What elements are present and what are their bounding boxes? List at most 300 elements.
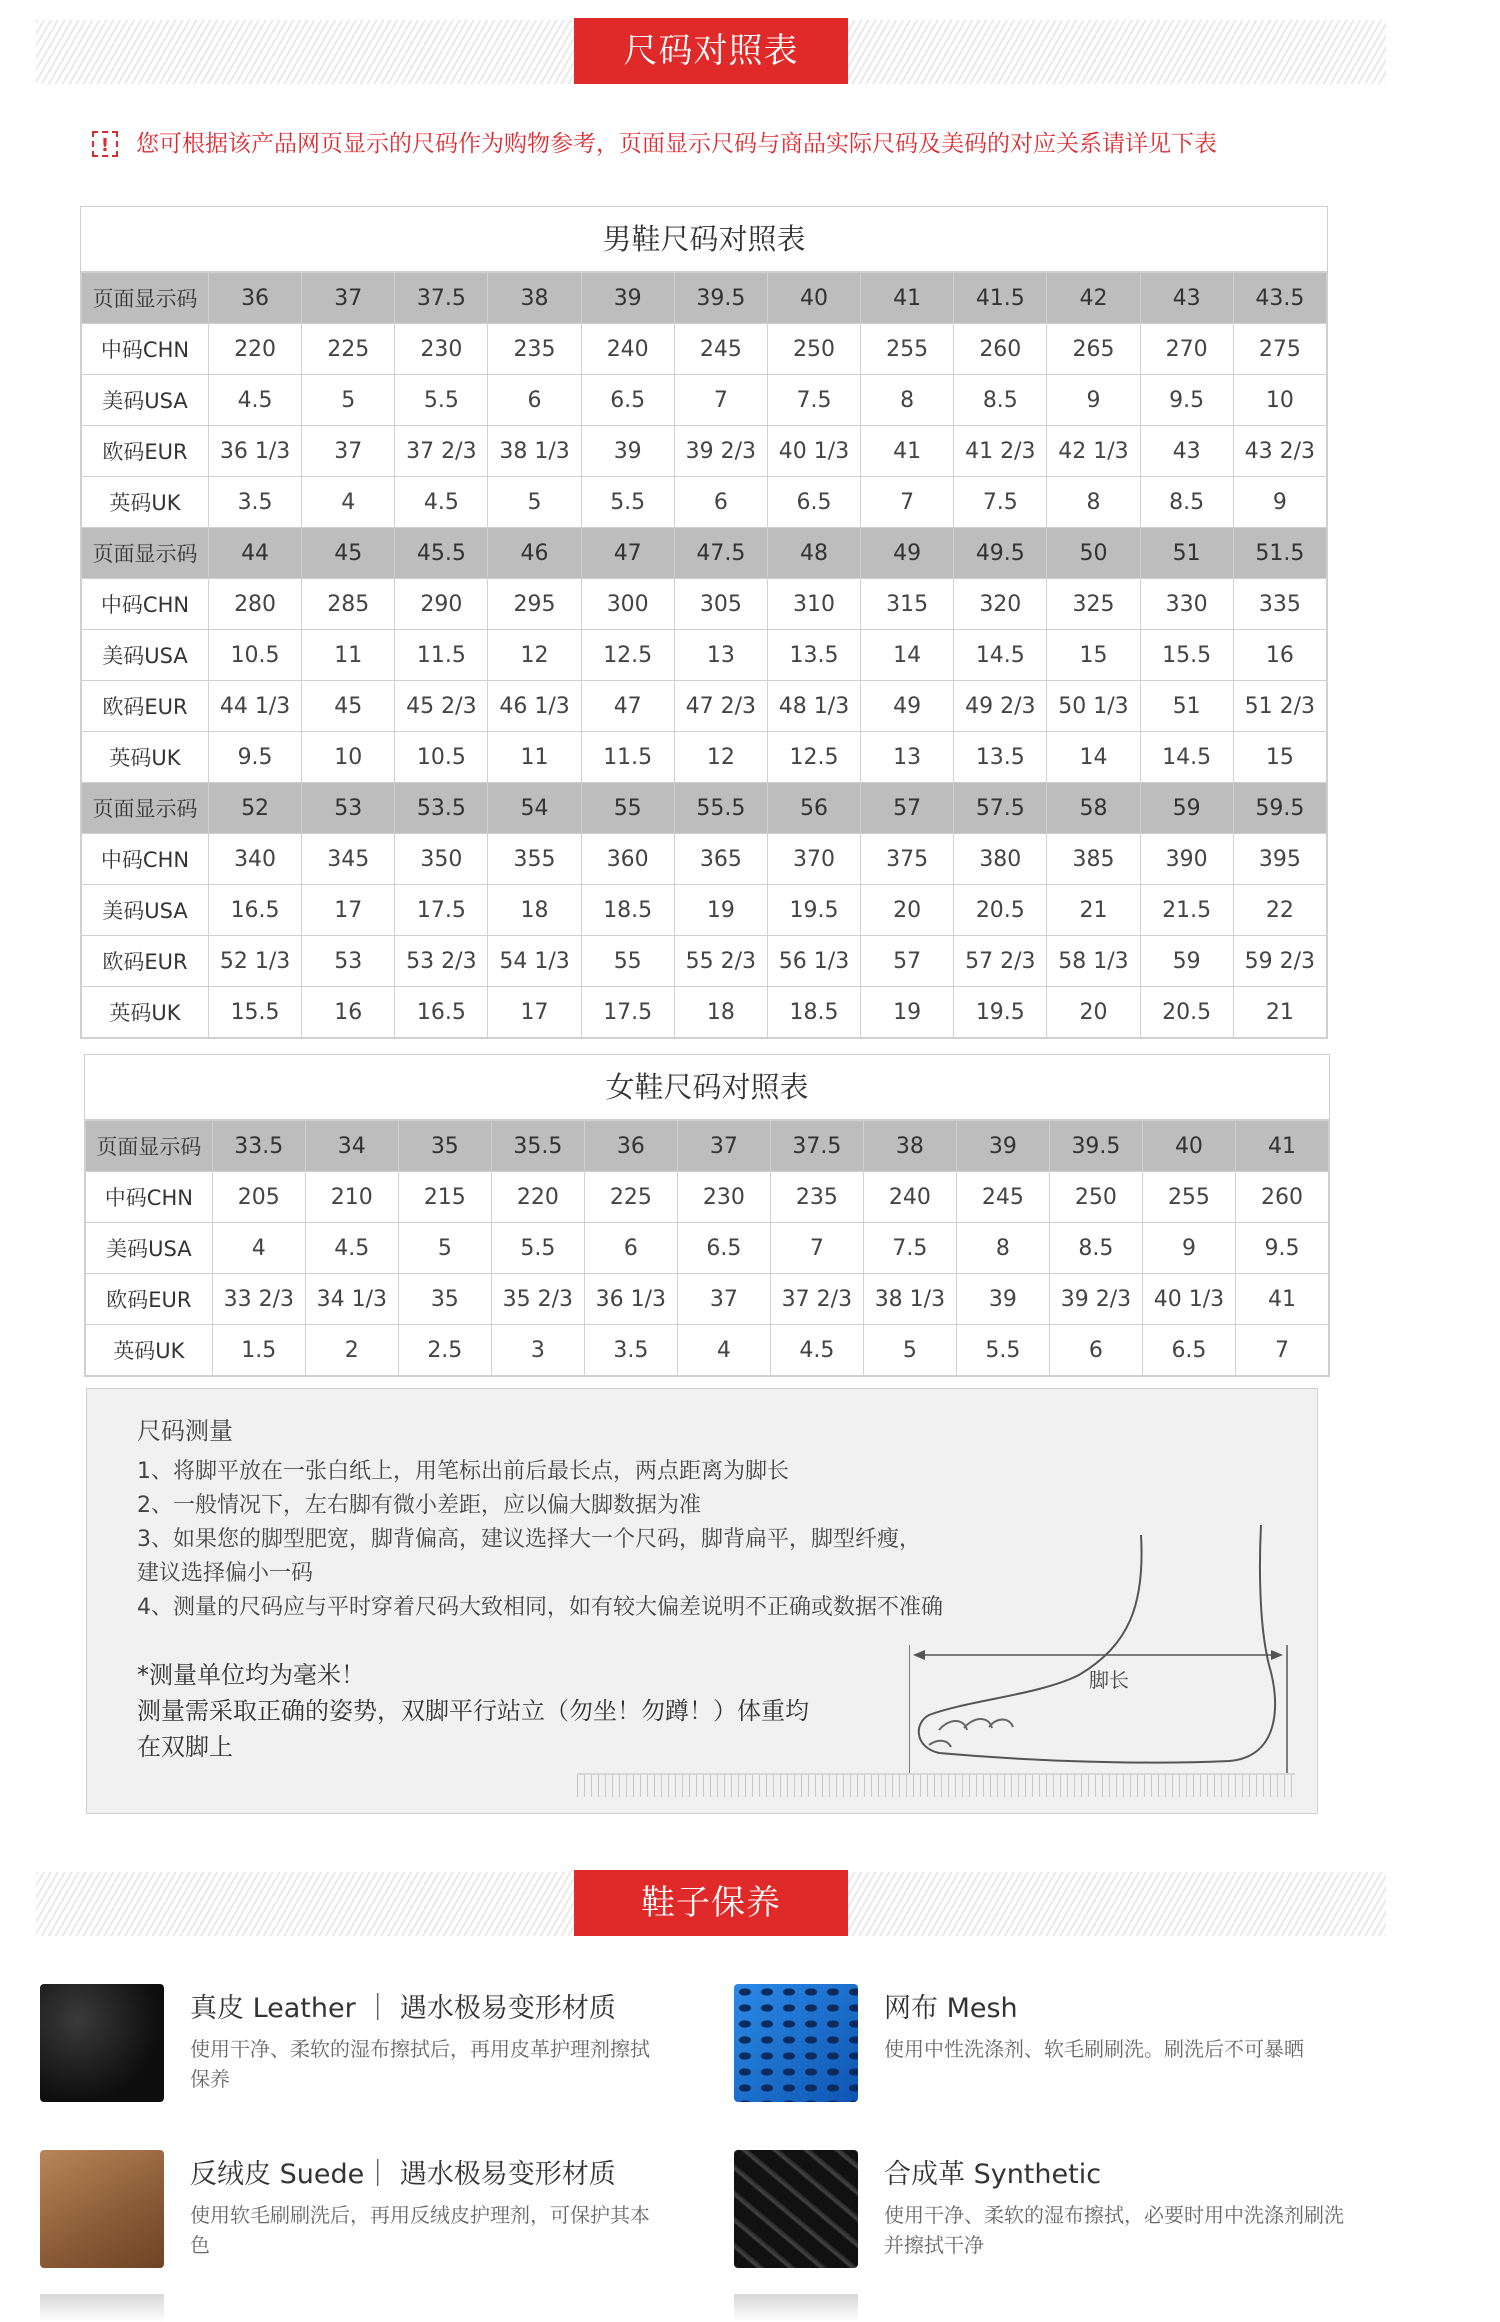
size-cell: 10.5: [395, 732, 488, 783]
size-cell: 235: [770, 1172, 863, 1223]
care-desc: 使用干净、柔软的湿布擦拭后，再用皮革护理剂擦拭保养: [190, 2037, 650, 2091]
mesh-swatch: [734, 1984, 858, 2102]
size-cell: 54: [488, 783, 581, 834]
size-cell: 35.5: [491, 1121, 584, 1172]
size-cell: 16.5: [208, 885, 301, 936]
row-label: 欧码EUR: [82, 426, 209, 477]
size-cell: 40: [767, 273, 860, 324]
size-cell: 320: [954, 579, 1047, 630]
row-label: 英码UK: [82, 987, 209, 1038]
size-cell: 20.5: [1140, 987, 1233, 1038]
measurement-step: 3、如果您的脚型肥宽，脚背偏高，建议选择大一个尺码，脚背扁平，脚型纤瘦，: [137, 1527, 921, 1552]
size-cell: 395: [1233, 834, 1326, 885]
size-cell: 220: [208, 324, 301, 375]
size-cell: 39: [956, 1274, 1049, 1325]
size-row-display: [86, 1121, 1329, 1172]
size-cell: 56: [767, 783, 860, 834]
size-cell: 49 2/3: [954, 681, 1047, 732]
size-cell: 34 1/3: [305, 1274, 398, 1325]
size-cell: 265: [1047, 324, 1140, 375]
size-cell: 10: [1233, 375, 1326, 426]
size-cell: 375: [861, 834, 954, 885]
size-cell: 380: [954, 834, 1047, 885]
size-cell: 41 2/3: [954, 426, 1047, 477]
size-cell: 43 2/3: [1233, 426, 1326, 477]
size-row-display: [82, 783, 1327, 834]
size-cell: 10.5: [208, 630, 301, 681]
size-cell: 250: [767, 324, 860, 375]
size-cell: 59: [1140, 936, 1233, 987]
size-cell: 36 1/3: [584, 1274, 677, 1325]
size-cell: 47: [581, 681, 674, 732]
row-label: 美码USA: [82, 885, 209, 936]
size-cell: 13.5: [954, 732, 1047, 783]
size-cell: 51: [1140, 528, 1233, 579]
size-cell: 9.5: [1235, 1223, 1328, 1274]
size-cell: 39: [581, 426, 674, 477]
size-cell: 225: [584, 1172, 677, 1223]
size-cell: 385: [1047, 834, 1140, 885]
size-cell: 41: [1235, 1274, 1328, 1325]
size-cell: 12.5: [767, 732, 860, 783]
size-cell: 345: [302, 834, 395, 885]
size-chart-banner: [36, 20, 1386, 84]
size-cell: 4.5: [208, 375, 301, 426]
care-banner: [36, 1872, 1386, 1936]
size-cell: 5.5: [956, 1325, 1049, 1376]
size-chart-banner-label: 尺码对照表: [574, 18, 848, 84]
size-cell: 17: [302, 885, 395, 936]
size-cell: 11.5: [395, 630, 488, 681]
size-cell: 315: [861, 579, 954, 630]
size-cell: 18: [674, 987, 767, 1038]
size-cell: 4.5: [305, 1223, 398, 1274]
size-cell: 17.5: [581, 987, 674, 1038]
size-cell: 4: [212, 1223, 305, 1274]
size-cell: 9: [1233, 477, 1326, 528]
size-cell: 6: [584, 1223, 677, 1274]
size-cell: 5.5: [491, 1223, 584, 1274]
measurement-note-line: 在双脚上: [137, 1733, 233, 1761]
size-cell: 39.5: [674, 273, 767, 324]
row-label: 页面显示码: [82, 783, 209, 834]
size-cell: 11.5: [581, 732, 674, 783]
size-cell: 6.5: [677, 1223, 770, 1274]
size-cell: 49: [861, 681, 954, 732]
size-cell: 5: [863, 1325, 956, 1376]
size-cell: 34: [305, 1121, 398, 1172]
size-cell: 325: [1047, 579, 1140, 630]
row-label: 中码CHN: [82, 579, 209, 630]
size-cell: 45.5: [395, 528, 488, 579]
size-cell: 360: [581, 834, 674, 885]
size-row-usa: [82, 375, 1327, 426]
size-cell: 1.5: [212, 1325, 305, 1376]
size-cell: 225: [302, 324, 395, 375]
size-row-uk: [86, 1325, 1329, 1376]
measurement-step: 4、测量的尺码应与平时穿着尺码大致相同，如有较大偏差说明不正确或数据不准确: [137, 1595, 943, 1620]
size-cell: 330: [1140, 579, 1233, 630]
size-cell: 51.5: [1233, 528, 1326, 579]
size-cell: 20: [1047, 987, 1140, 1038]
size-row-usa: [82, 630, 1327, 681]
care-item-suede: [40, 2150, 660, 2280]
size-cell: 300: [581, 579, 674, 630]
size-cell: 45 2/3: [395, 681, 488, 732]
size-cell: 51 2/3: [1233, 681, 1326, 732]
care-item-mesh: [734, 1984, 1354, 2114]
size-cell: 58: [1047, 783, 1140, 834]
size-cell: 53: [302, 783, 395, 834]
size-cell: 48: [767, 528, 860, 579]
size-row-chn: [82, 579, 1327, 630]
size-cell: 44 1/3: [208, 681, 301, 732]
size-cell: 20.5: [954, 885, 1047, 936]
size-cell: 295: [488, 579, 581, 630]
men-size-grid: [81, 272, 1327, 1038]
size-cell: 19: [674, 885, 767, 936]
size-cell: 43: [1140, 426, 1233, 477]
row-label: 欧码EUR: [82, 936, 209, 987]
size-cell: 21: [1233, 987, 1326, 1038]
size-cell: 6.5: [767, 477, 860, 528]
size-cell: 305: [674, 579, 767, 630]
size-cell: 39 2/3: [1049, 1274, 1142, 1325]
size-cell: 45: [302, 681, 395, 732]
size-cell: 21: [1047, 885, 1140, 936]
size-cell: 39.5: [1049, 1121, 1142, 1172]
size-cell: 55: [581, 936, 674, 987]
size-cell: 54 1/3: [488, 936, 581, 987]
size-cell: 8: [1047, 477, 1140, 528]
row-label: 中码CHN: [86, 1172, 213, 1223]
size-cell: 50 1/3: [1047, 681, 1140, 732]
size-cell: 44: [208, 528, 301, 579]
size-cell: 52 1/3: [208, 936, 301, 987]
size-cell: 270: [1140, 324, 1233, 375]
size-cell: 10: [302, 732, 395, 783]
care-title: 合成革 Synthetic: [884, 2159, 1102, 2190]
size-cell: 46 1/3: [488, 681, 581, 732]
size-cell: 245: [956, 1172, 1049, 1223]
size-cell: 49.5: [954, 528, 1047, 579]
size-cell: 46: [488, 528, 581, 579]
measurement-step: 1、将脚平放在一张白纸上，用笔标出前后最长点，两点距离为脚长: [137, 1459, 789, 1484]
care-desc: 使用干净、柔软的湿布擦拭，必要时用中洗涤剂刷洗并擦拭干净: [884, 2203, 1344, 2257]
size-cell: 9: [1142, 1223, 1235, 1274]
size-cell: 290: [395, 579, 488, 630]
size-cell: 41: [861, 273, 954, 324]
size-notice-text: 您可根据该产品网页显示的尺码作为购物参考，页面显示尺码与商品实际尺码及美码的对应关系请详见下表: [136, 131, 1217, 157]
size-cell: 37: [302, 426, 395, 477]
size-cell: 43: [1140, 273, 1233, 324]
size-cell: 16.5: [395, 987, 488, 1038]
size-cell: 235: [488, 324, 581, 375]
size-cell: 240: [581, 324, 674, 375]
women-size-table: [84, 1054, 1330, 1377]
size-cell: 12: [488, 630, 581, 681]
size-cell: 355: [488, 834, 581, 885]
row-label: 英码UK: [82, 732, 209, 783]
size-cell: 15: [1233, 732, 1326, 783]
size-row-uk: [82, 477, 1327, 528]
size-cell: 275: [1233, 324, 1326, 375]
size-cell: 37.5: [395, 273, 488, 324]
size-cell: 18.5: [767, 987, 860, 1038]
size-cell: 215: [398, 1172, 491, 1223]
size-cell: 6.5: [581, 375, 674, 426]
row-label: 美码USA: [82, 630, 209, 681]
women-table-title: 女鞋尺码对照表: [85, 1055, 1329, 1120]
size-cell: 220: [491, 1172, 584, 1223]
size-cell: 7: [770, 1223, 863, 1274]
size-cell: 49: [861, 528, 954, 579]
size-cell: 4.5: [395, 477, 488, 528]
size-cell: 57 2/3: [954, 936, 1047, 987]
care-swatch-partial: [40, 2294, 164, 2322]
care-item-leather: [40, 1984, 660, 2114]
size-cell: 13.5: [767, 630, 860, 681]
size-cell: 36 1/3: [208, 426, 301, 477]
size-cell: 230: [395, 324, 488, 375]
row-label: 欧码EUR: [86, 1274, 213, 1325]
size-cell: 47 2/3: [674, 681, 767, 732]
size-cell: 12.5: [581, 630, 674, 681]
size-cell: 41: [1235, 1121, 1328, 1172]
size-cell: 9.5: [1140, 375, 1233, 426]
size-cell: 38: [488, 273, 581, 324]
size-cell: 22: [1233, 885, 1326, 936]
row-label: 美码USA: [86, 1223, 213, 1274]
size-cell: 7.5: [767, 375, 860, 426]
row-label: 页面显示码: [82, 273, 209, 324]
size-cell: 210: [305, 1172, 398, 1223]
size-cell: 55.5: [674, 783, 767, 834]
size-cell: 19: [861, 987, 954, 1038]
care-swatch-partial: [734, 2294, 858, 2322]
size-cell: 37: [677, 1274, 770, 1325]
size-cell: 15.5: [208, 987, 301, 1038]
size-cell: 14.5: [954, 630, 1047, 681]
size-cell: 33 2/3: [212, 1274, 305, 1325]
size-cell: 6: [674, 477, 767, 528]
size-cell: 16: [1233, 630, 1326, 681]
care-item-synthetic: [734, 2150, 1354, 2280]
size-cell: 38: [863, 1121, 956, 1172]
size-cell: 350: [395, 834, 488, 885]
size-cell: 8.5: [1049, 1223, 1142, 1274]
row-label: 中码CHN: [82, 834, 209, 885]
size-row-usa: [82, 885, 1327, 936]
care-title: 网布 Mesh: [884, 1993, 1018, 2024]
row-label: 美码USA: [82, 375, 209, 426]
size-cell: 205: [212, 1172, 305, 1223]
size-cell: 59 2/3: [1233, 936, 1326, 987]
size-cell: 39: [581, 273, 674, 324]
size-cell: 310: [767, 579, 860, 630]
size-cell: 5: [488, 477, 581, 528]
size-cell: 4: [677, 1325, 770, 1376]
size-row-eur: [82, 936, 1327, 987]
size-cell: 17: [488, 987, 581, 1038]
row-label: 英码UK: [86, 1325, 213, 1376]
size-cell: 7.5: [954, 477, 1047, 528]
size-cell: 3: [491, 1325, 584, 1376]
size-cell: 37.5: [770, 1121, 863, 1172]
size-cell: 41.5: [954, 273, 1047, 324]
size-notice: [92, 124, 1392, 164]
size-cell: 18: [488, 885, 581, 936]
size-cell: 2: [305, 1325, 398, 1376]
size-cell: 33.5: [212, 1121, 305, 1172]
measurement-note: [137, 1657, 917, 1765]
size-cell: 4: [302, 477, 395, 528]
size-cell: 20: [861, 885, 954, 936]
size-cell: 340: [208, 834, 301, 885]
size-cell: 37 2/3: [395, 426, 488, 477]
size-row-chn: [82, 324, 1327, 375]
size-cell: 38 1/3: [488, 426, 581, 477]
row-label: 欧码EUR: [82, 681, 209, 732]
size-cell: 3.5: [584, 1325, 677, 1376]
measurement-guide: [86, 1388, 1318, 1814]
size-cell: 53 2/3: [395, 936, 488, 987]
size-cell: 51: [1140, 681, 1233, 732]
size-cell: 13: [674, 630, 767, 681]
size-cell: 12: [674, 732, 767, 783]
size-cell: 335: [1233, 579, 1326, 630]
size-cell: 250: [1049, 1172, 1142, 1223]
size-cell: 9.5: [208, 732, 301, 783]
size-cell: 11: [488, 732, 581, 783]
size-cell: 15.5: [1140, 630, 1233, 681]
size-cell: 260: [1235, 1172, 1328, 1223]
size-cell: 37: [677, 1121, 770, 1172]
size-cell: 6.5: [1142, 1325, 1235, 1376]
size-cell: 6: [1049, 1325, 1142, 1376]
size-row-eur: [82, 426, 1327, 477]
size-cell: 2.5: [398, 1325, 491, 1376]
size-cell: 6: [488, 375, 581, 426]
row-label: 页面显示码: [82, 528, 209, 579]
size-cell: 40 1/3: [767, 426, 860, 477]
leather-swatch: [40, 1984, 164, 2102]
size-cell: 3.5: [208, 477, 301, 528]
size-cell: 57: [861, 936, 954, 987]
size-cell: 8.5: [954, 375, 1047, 426]
care-title: 真皮 Leather ｜ 遇水极易变形材质: [190, 1993, 616, 2024]
women-size-grid: [85, 1120, 1329, 1376]
size-cell: 11: [302, 630, 395, 681]
men-table-title: 男鞋尺码对照表: [81, 207, 1327, 272]
men-size-table: [80, 206, 1328, 1039]
row-label: 英码UK: [82, 477, 209, 528]
size-cell: 47: [581, 528, 674, 579]
row-label: 中码CHN: [82, 324, 209, 375]
size-cell: 50: [1047, 528, 1140, 579]
size-cell: 56 1/3: [767, 936, 860, 987]
foot-diagram: [909, 1525, 1299, 1775]
size-cell: 55: [581, 783, 674, 834]
care-desc: 使用中性洗涤剂、软毛刷刷洗。刷洗后不可暴晒: [884, 2037, 1304, 2061]
size-cell: 52: [208, 783, 301, 834]
size-row-uk: [82, 732, 1327, 783]
size-cell: 8: [861, 375, 954, 426]
size-cell: 260: [954, 324, 1047, 375]
size-cell: 42 1/3: [1047, 426, 1140, 477]
size-cell: 53.5: [395, 783, 488, 834]
size-cell: 19.5: [767, 885, 860, 936]
care-title: 反绒皮 Suede｜ 遇水极易变形材质: [190, 2159, 616, 2190]
size-cell: 36: [208, 273, 301, 324]
size-row-display: [82, 273, 1327, 324]
care-banner-label: 鞋子保养: [574, 1870, 848, 1936]
size-cell: 58 1/3: [1047, 936, 1140, 987]
size-cell: 38 1/3: [863, 1274, 956, 1325]
size-row-eur: [86, 1274, 1329, 1325]
size-cell: 5.5: [581, 477, 674, 528]
size-row-usa: [86, 1223, 1329, 1274]
size-cell: 5.5: [395, 375, 488, 426]
size-cell: 4.5: [770, 1325, 863, 1376]
size-cell: 285: [302, 579, 395, 630]
size-cell: 19.5: [954, 987, 1047, 1038]
measurement-note-line: 测量需采取正确的姿势，双脚平行站立（勿坐！勿蹲！）体重均: [137, 1697, 809, 1725]
size-cell: 41: [861, 426, 954, 477]
measurement-note-line: *测量单位均为毫米！: [137, 1661, 365, 1689]
size-cell: 40: [1142, 1121, 1235, 1172]
size-cell: 59: [1140, 783, 1233, 834]
size-cell: 57.5: [954, 783, 1047, 834]
size-cell: 255: [861, 324, 954, 375]
size-cell: 42: [1047, 273, 1140, 324]
size-cell: 7: [1235, 1325, 1328, 1376]
size-cell: 5: [302, 375, 395, 426]
measurement-step: 建议选择偏小一码: [137, 1561, 314, 1586]
size-cell: 15: [1047, 630, 1140, 681]
care-desc: 使用软毛刷刷洗后，再用反绒皮护理剂，可保护其本色: [190, 2203, 650, 2257]
size-cell: 8: [956, 1223, 1049, 1274]
size-cell: 47.5: [674, 528, 767, 579]
ruler-graphic: [577, 1773, 1295, 1797]
size-cell: 255: [1142, 1172, 1235, 1223]
foot-length-label: 脚长: [1089, 1668, 1129, 1692]
size-cell: 240: [863, 1172, 956, 1223]
size-cell: 36: [584, 1121, 677, 1172]
size-cell: 45: [302, 528, 395, 579]
size-cell: 53: [302, 936, 395, 987]
size-cell: 13: [861, 732, 954, 783]
size-cell: 35: [398, 1121, 491, 1172]
size-cell: 39: [956, 1121, 1049, 1172]
synthetic-swatch: [734, 2150, 858, 2268]
measurement-title: 尺码测量: [137, 1417, 233, 1445]
size-cell: 35: [398, 1274, 491, 1325]
size-cell: 5: [398, 1223, 491, 1274]
size-cell: 230: [677, 1172, 770, 1223]
size-cell: 37 2/3: [770, 1274, 863, 1325]
size-cell: 37: [302, 273, 395, 324]
size-cell: 365: [674, 834, 767, 885]
size-row-uk: [82, 987, 1327, 1038]
size-row-display: [82, 528, 1327, 579]
size-cell: 16: [302, 987, 395, 1038]
exclamation-icon: !: [92, 131, 118, 157]
size-row-eur: [82, 681, 1327, 732]
size-cell: 7.5: [863, 1223, 956, 1274]
size-cell: 40 1/3: [1142, 1274, 1235, 1325]
size-cell: 48 1/3: [767, 681, 860, 732]
